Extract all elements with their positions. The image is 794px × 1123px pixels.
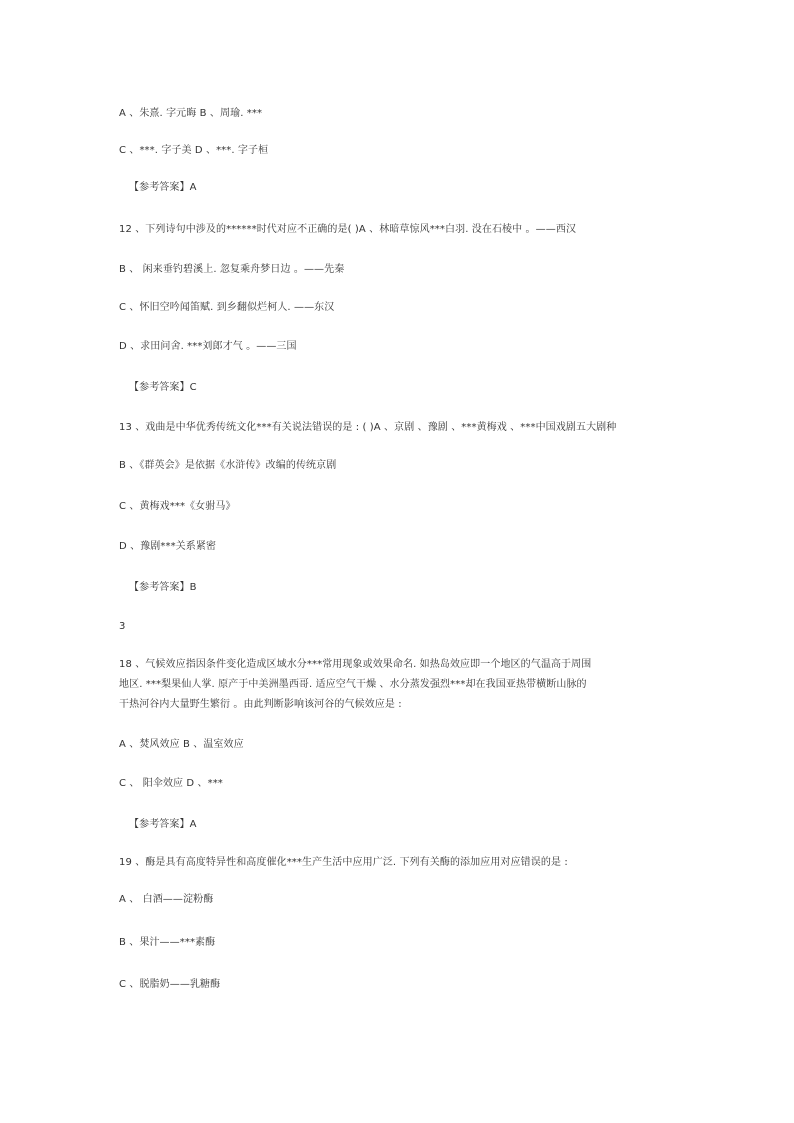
question-18-line-1: 18 、气候效应指因条件变化造成区域水分***常用现象或效果命名. 如热岛效应即一个地区的气温高于周围 (119, 659, 592, 670)
option-line: A 、 白酒——淀粉酶 (119, 894, 214, 905)
page-number: 3 (119, 621, 126, 632)
option-line: C 、黄梅戏***《女驸马》 (119, 501, 236, 512)
answer-key: 【参考答案】C (129, 382, 197, 393)
answer-key: 【参考答案】B (129, 582, 197, 593)
answer-key: 【参考答案】A (129, 182, 197, 193)
option-line: B 、 闲来垂钓碧溪上. 忽复乘舟梦日边 。——先秦 (119, 264, 345, 275)
option-line: B 、《群英会》是依据《水浒传》改编的传统京剧 (119, 460, 337, 471)
question-18-line-2: 地区. ***梨果仙人掌. 原产于中美洲墨西哥. 适应空气干燥 、水分蒸发强烈***却在我国亚热带横断山脉的 (119, 679, 587, 690)
option-line: B 、果汁——***素酶 (119, 937, 216, 948)
option-line: A 、焚风效应 B 、温室效应 (119, 739, 244, 750)
question-18-line-3: 干热河谷内大量野生繁衍 。由此判断影响该河谷的气候效应是 : (119, 699, 402, 710)
option-line: C 、脱脂奶——乳糖酶 (119, 979, 221, 990)
answer-key: 【参考答案】A (129, 819, 197, 830)
question-19: 19 、酶是具有高度特异性和高度催化***生产生活中应用广泛. 下列有关酶的添加应用对应错误的是 : (119, 857, 568, 868)
option-line: C 、怀旧空吟闻笛赋. 到乡翻似烂柯人. ——东汉 (119, 302, 335, 313)
question-13: 13 、戏曲是中华优秀传统文化***有关说法错误的是 : ( )A 、京剧 、豫剧 、***黄梅戏 、***中国戏剧五大剧种 (119, 422, 617, 433)
question-12: 12 、下列诗句中涉及的******时代对应不正确的是( )A 、林暗草惊风***白羽. 没在石棱中 。——西汉 (119, 224, 577, 235)
option-line: C 、 阳伞效应 D 、*** (119, 778, 223, 789)
option-line: D 、豫剧***关系紧密 (119, 541, 217, 552)
option-line: D 、求田问舍. ***刘郎才气 。——三国 (119, 341, 297, 352)
option-line: A 、朱熹. 字元晦 B 、周瑜. *** (119, 108, 263, 119)
option-line: C 、***. 字子美 D 、***. 字子桓 (119, 145, 269, 156)
